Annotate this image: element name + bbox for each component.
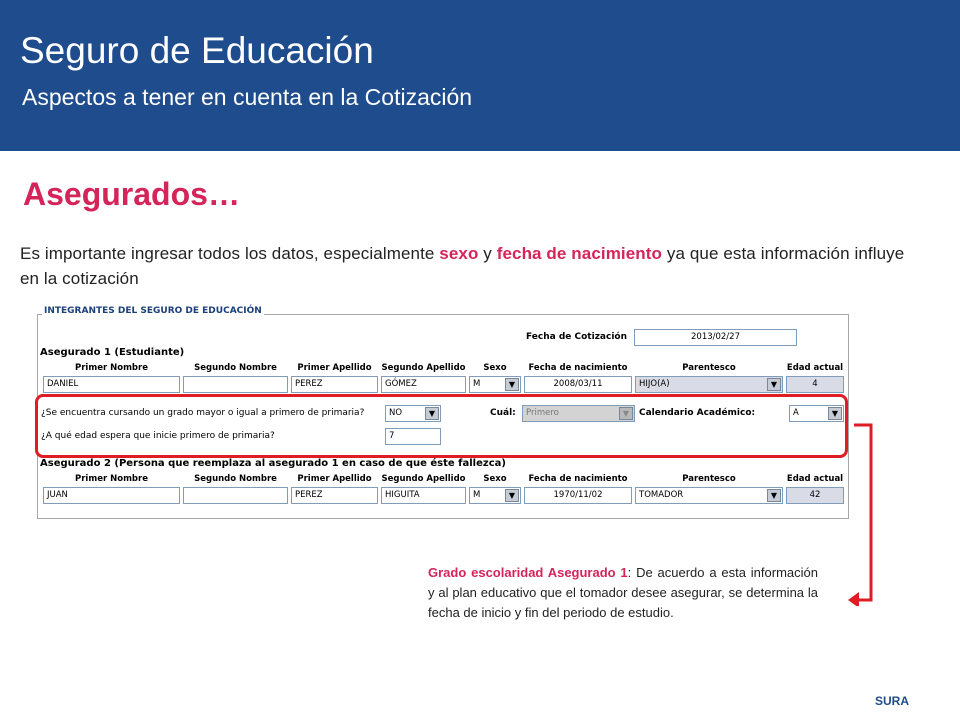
- section-heading: Asegurados…: [23, 176, 240, 212]
- q-grado-value: NO: [389, 408, 403, 418]
- a1-primer-apellido-field[interactable]: PEREZ: [291, 376, 378, 393]
- chevron-down-icon[interactable]: ▼: [828, 407, 842, 420]
- a2-segundo-apellido-field[interactable]: HIGUITA: [381, 487, 466, 504]
- col-primer-apellido: Primer Apellido: [297, 363, 372, 373]
- intro-highlight-fecha: fecha de nacimiento: [496, 244, 663, 263]
- intro-highlight-sexo: sexo: [439, 244, 479, 263]
- col-parentesco: Parentesco: [682, 363, 736, 373]
- a2-edad-field: 42: [786, 487, 844, 504]
- col-segundo-apellido: Segundo Apellido: [381, 474, 466, 484]
- intro-part: Es importante ingresar todos los datos, especialmente: [20, 244, 440, 263]
- col-sexo: Sexo: [483, 474, 507, 484]
- asegurado1-title: Asegurado 1 (Estudiante): [40, 347, 185, 358]
- asegurado2-title: Asegurado 2 (Persona que reemplaza al asegurado 1 en caso de que éste fallezca): [40, 458, 506, 469]
- calendario-value: A: [793, 408, 799, 418]
- col-fecha-nacimiento: Fecha de nacimiento: [528, 363, 628, 373]
- chevron-down-icon[interactable]: ▼: [767, 489, 781, 502]
- chevron-down-icon[interactable]: ▼: [767, 378, 781, 391]
- a2-primer-nombre-field[interactable]: JUAN: [43, 487, 180, 504]
- calendario-label: Calendario Académico:: [639, 408, 756, 418]
- a2-parentesco-value: TOMADOR: [639, 490, 684, 500]
- a1-parentesco-select[interactable]: [635, 376, 783, 393]
- fecha-cotizacion-field[interactable]: 2013/02/27: [634, 329, 797, 346]
- col-edad-actual: Edad actual: [786, 363, 844, 373]
- cual-value: Primero: [526, 408, 559, 418]
- note-body: : De acuerdo a esta información y al plan educativo que el tomador desee asegurar, se determina la fecha de inicio y fin del periodo de estudio.: [428, 565, 818, 620]
- a1-sexo-select[interactable]: [469, 376, 521, 393]
- col-primer-nombre: Primer Nombre: [75, 474, 148, 484]
- chevron-down-icon[interactable]: ▼: [619, 407, 633, 420]
- chevron-down-icon[interactable]: ▼: [505, 489, 519, 502]
- highlight-box: [35, 394, 848, 458]
- intro-part: y: [478, 244, 497, 263]
- col-segundo-apellido: Segundo Apellido: [381, 363, 466, 373]
- a1-fecha-nacimiento-field[interactable]: 2008/03/11: [524, 376, 632, 393]
- a1-sexo-value: M: [473, 379, 481, 389]
- q-edad-field[interactable]: 7: [385, 428, 441, 445]
- form-legend: INTEGRANTES DEL SEGURO DE EDUCACIÓN: [44, 306, 262, 316]
- cual-label: Cuál:: [490, 408, 516, 418]
- intro-part: ya que esta información influye en la cotización: [20, 244, 905, 288]
- col-primer-apellido: Primer Apellido: [297, 474, 372, 484]
- a2-sexo-value: M: [473, 490, 481, 500]
- a1-segundo-apellido-field[interactable]: GÓMEZ: [381, 376, 466, 393]
- chevron-down-icon[interactable]: ▼: [505, 378, 519, 391]
- a2-sexo-select[interactable]: [469, 487, 521, 504]
- col-parentesco: Parentesco: [682, 474, 736, 484]
- a1-parentesco-value: HIJO(A): [639, 379, 670, 389]
- footer-brand: SURA: [875, 694, 910, 708]
- a1-edad-field: 4: [786, 376, 844, 393]
- a2-fecha-nacimiento-field[interactable]: 1970/11/02: [524, 487, 632, 504]
- a1-segundo-nombre-field[interactable]: [183, 376, 288, 393]
- note-text: [428, 563, 818, 623]
- col-sexo: Sexo: [483, 363, 507, 373]
- a2-segundo-nombre-field[interactable]: [183, 487, 288, 504]
- a2-primer-apellido-field[interactable]: PEREZ: [291, 487, 378, 504]
- col-segundo-nombre: Segundo Nombre: [194, 474, 277, 484]
- q-grado-label: ¿Se encuentra cursando un grado mayor o igual a primero de primaria?: [41, 408, 365, 418]
- col-edad-actual: Edad actual: [786, 474, 844, 484]
- intro-text: [20, 241, 925, 291]
- a2-parentesco-select[interactable]: [635, 487, 783, 504]
- bracket-arrow-icon: [843, 420, 879, 606]
- header-banner: [0, 0, 960, 151]
- a1-primer-nombre-field[interactable]: DANIEL: [43, 376, 180, 393]
- chevron-down-icon[interactable]: ▼: [425, 407, 439, 420]
- fecha-cotizacion-label: Fecha de Cotización: [526, 332, 628, 342]
- page-subtitle: Aspectos a tener en cuenta en la Cotización: [22, 84, 473, 110]
- page-title: Seguro de Educación: [20, 30, 374, 71]
- col-fecha-nacimiento: Fecha de nacimiento: [528, 474, 628, 484]
- col-segundo-nombre: Segundo Nombre: [194, 363, 277, 373]
- note-heading: Grado escolaridad Asegurado 1: [428, 565, 628, 580]
- q-edad-label: ¿A qué edad espera que inicie primero de primaria?: [41, 431, 275, 441]
- col-primer-nombre: Primer Nombre: [75, 363, 148, 373]
